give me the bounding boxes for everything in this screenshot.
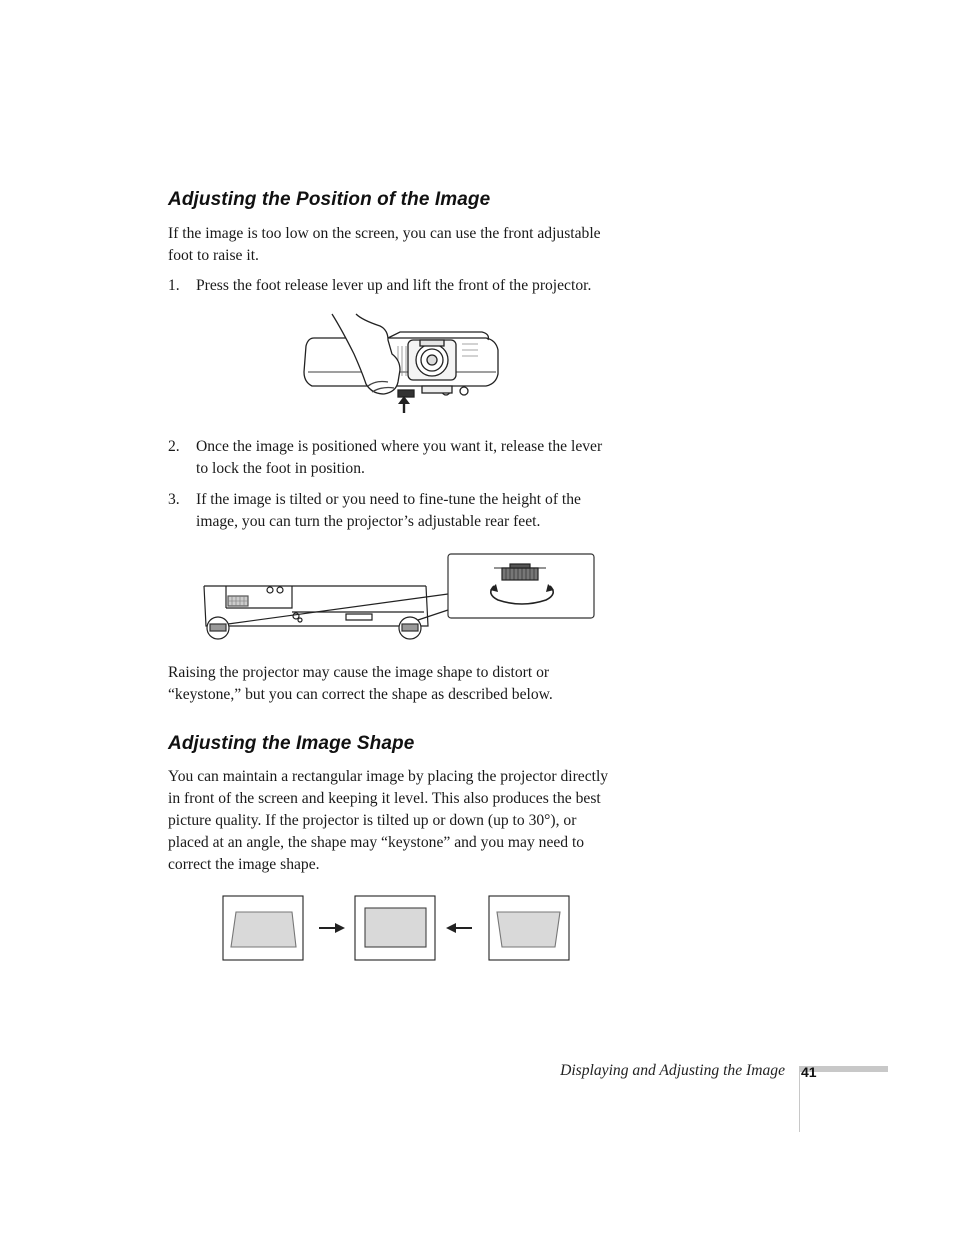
shape-line-4: placed at an angle, the shape may “keystone” and you may need to: [168, 834, 585, 851]
step-1: [168, 275, 638, 297]
rear-feet-illustration: [196, 550, 598, 644]
keystone-note-line-2: “keystone,” but you can correct the shape as described below.: [168, 686, 553, 703]
step-text-line-2: to lock the foot in position.: [196, 460, 365, 477]
intro-line-1: If the image is too low on the screen, you can use the front adjustable: [168, 225, 601, 242]
step-number: 3.: [168, 491, 180, 508]
step-text-line-1: If the image is tilted or you need to fine-tune the height of the: [196, 491, 581, 508]
keystone-note: [168, 662, 638, 706]
shape-line-3: picture quality. If the projector is tilted up or down (up to 30°), or: [168, 812, 577, 829]
footer-chapter-title: Displaying and Adjusting the Image: [560, 1062, 785, 1079]
arrow-right-icon: [335, 923, 345, 933]
step-number: 1.: [168, 277, 180, 294]
step-text-line-2: image, you can turn the projector’s adjustable rear feet.: [196, 513, 541, 530]
projector-lift-illustration: [296, 310, 506, 418]
intro-line-2: foot to raise it.: [168, 247, 259, 264]
keystone-note-line-1: Raising the projector may cause the image shape to distort or: [168, 664, 550, 681]
section-heading-shape: Adjusting the Image Shape: [168, 733, 415, 754]
intro-paragraph: [168, 223, 638, 267]
step-text: Press the foot release lever up and lift the front of the projector.: [196, 277, 592, 294]
step-2: [168, 436, 638, 480]
step-3: [168, 489, 638, 533]
shape-paragraph: [168, 766, 638, 876]
shape-line-5: correct the image shape.: [168, 856, 320, 873]
step-number: 2.: [168, 438, 180, 455]
shape-line-2: in front of the screen and keeping it level. This also produces the best: [168, 790, 601, 807]
keystone-correction-illustration: [222, 895, 572, 963]
shape-line-1: You can maintain a rectangular image by placing the projector directly: [168, 768, 609, 785]
step-text-line-1: Once the image is positioned where you want it, release the lever: [196, 438, 603, 455]
footer-rule: [799, 1066, 800, 1132]
arrow-left-icon: [446, 923, 456, 933]
section-heading-position: Adjusting the Position of the Image: [168, 189, 491, 210]
page-number: 41: [801, 1064, 817, 1080]
